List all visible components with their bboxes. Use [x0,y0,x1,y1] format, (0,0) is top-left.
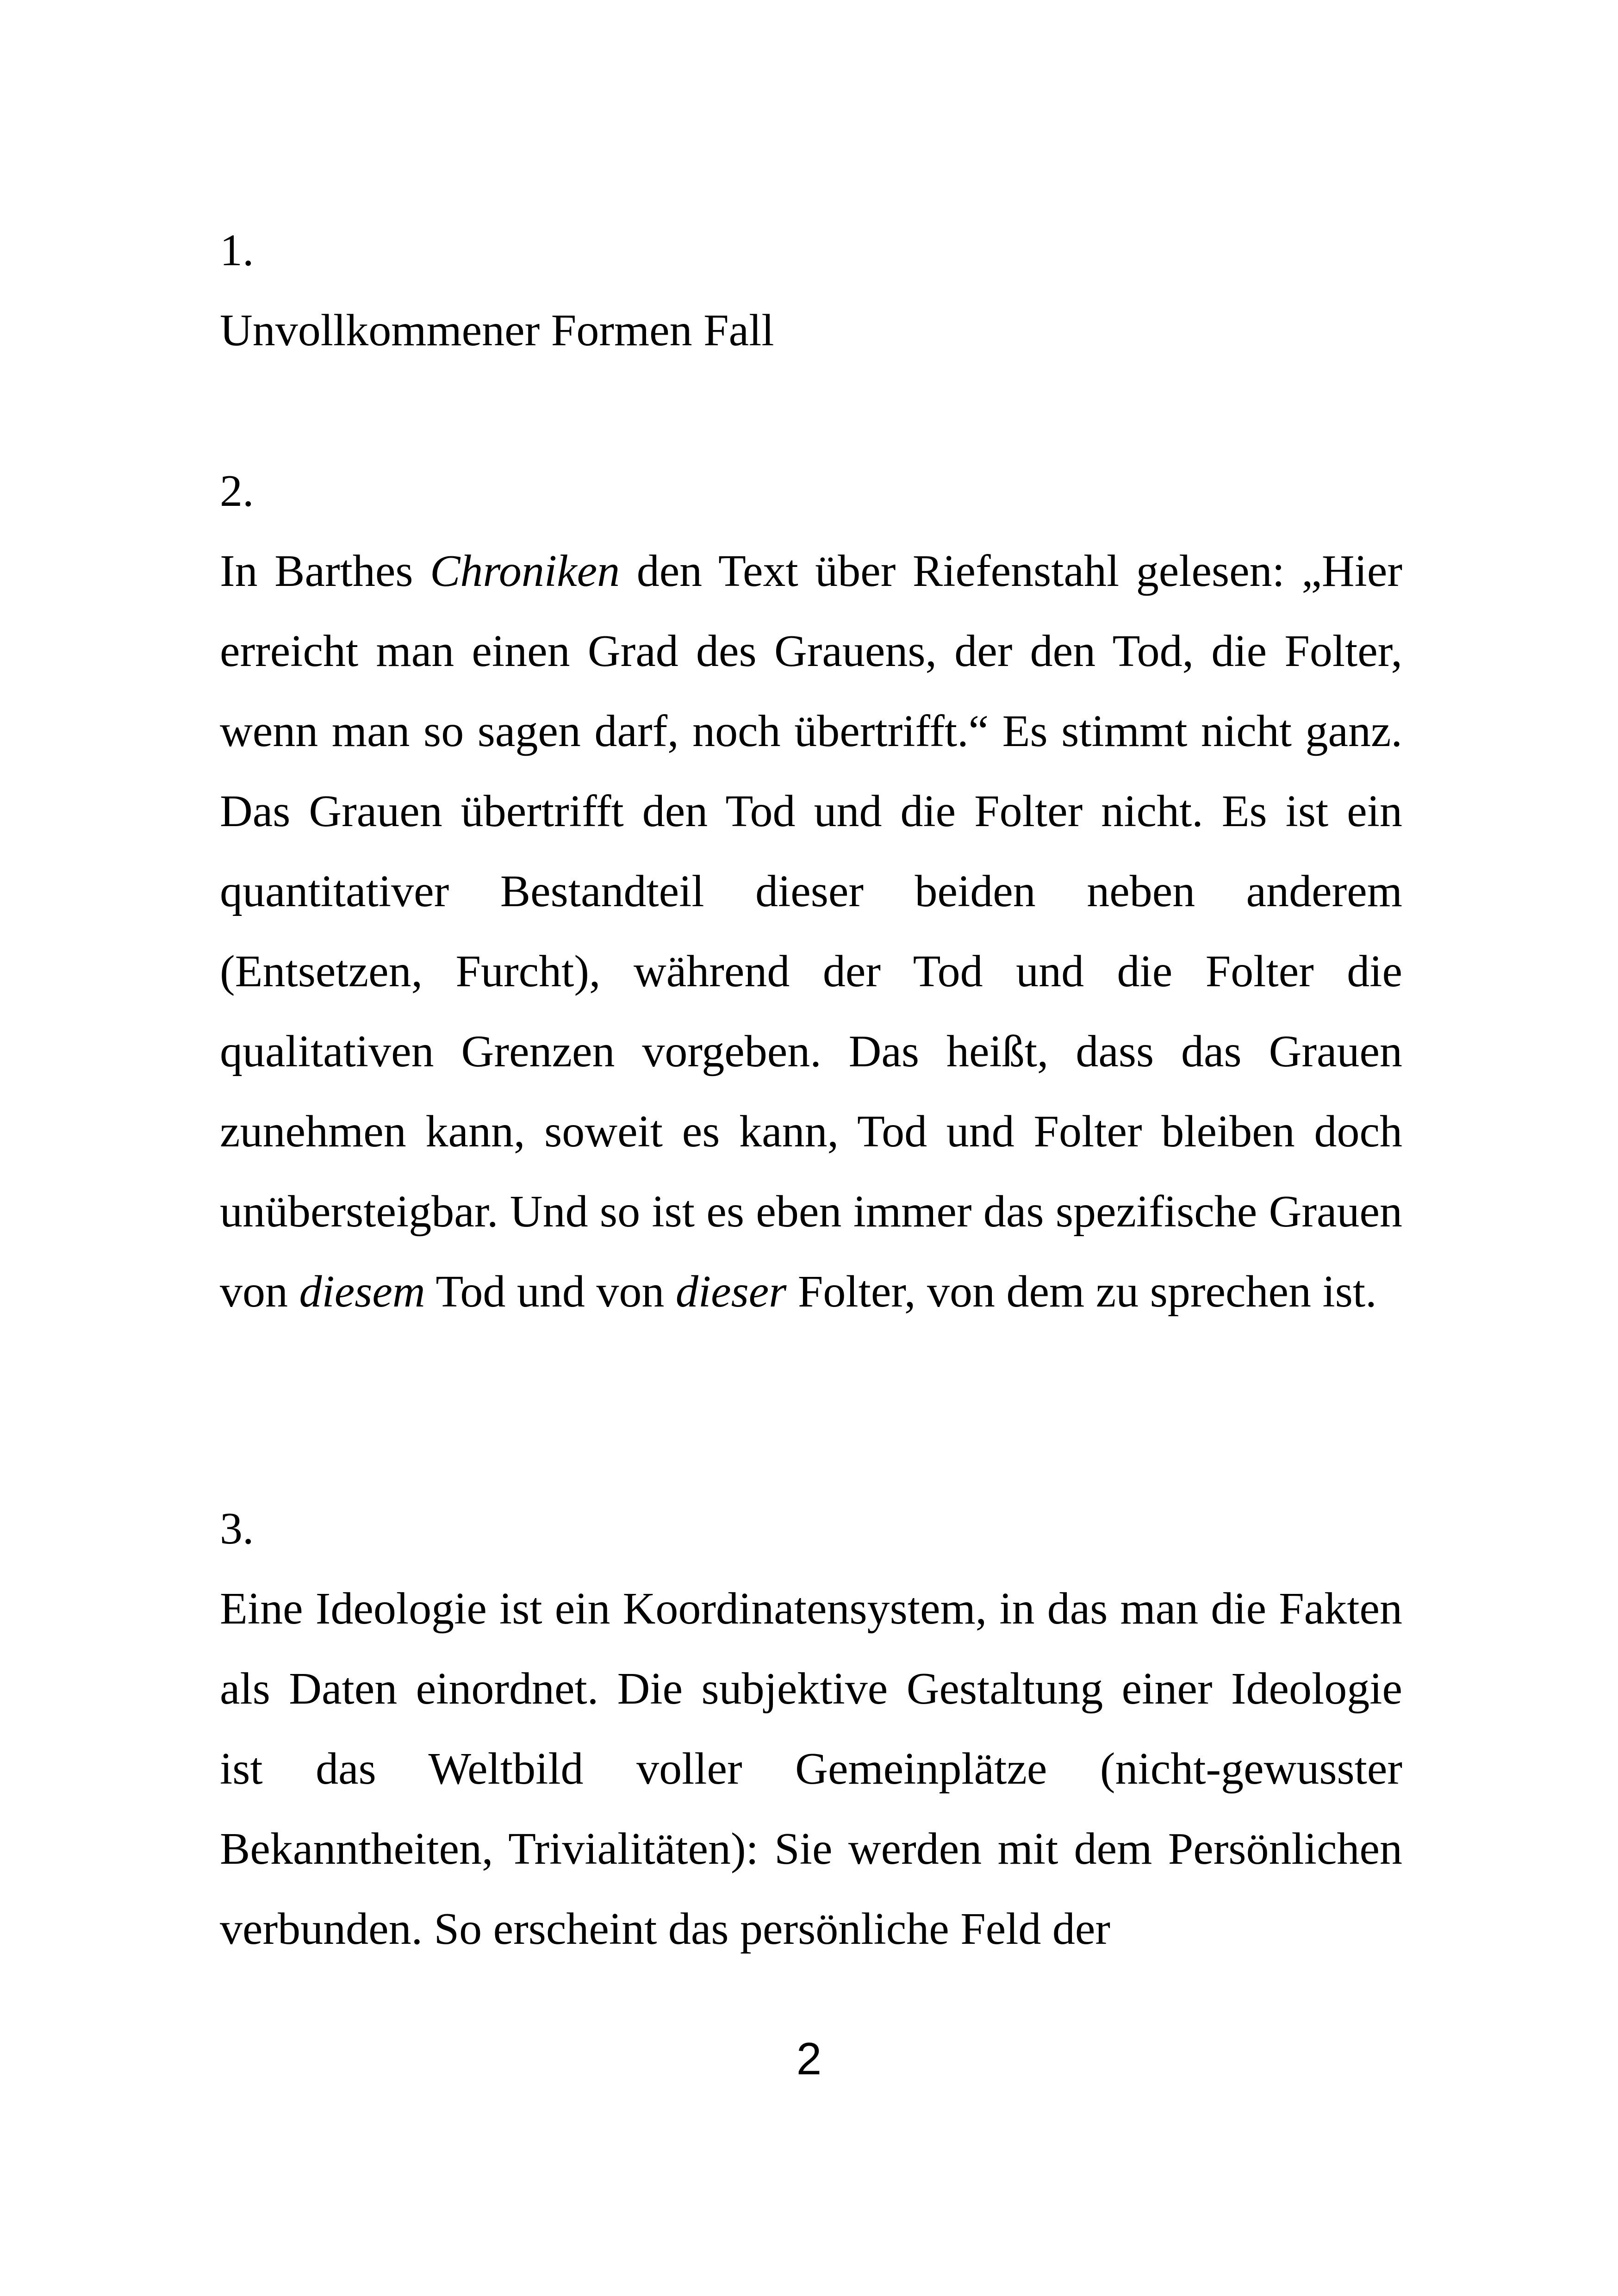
section-paragraph: Eine Ideologie ist ein Koordinatensystem, in das man die Fakten als Daten einordnet. Die subjektive Gestaltung einer Ideologie ist das Weltbild voller Gemeinplätze (nicht-gewusster Bekanntheiten, Trivialitäten): Sie werden mit dem Persönlichen verbunden. So erscheint das persönliche Feld der [220,1584,1402,1954]
italic-emphasis: dieser [675,1267,787,1317]
section-title: Unvollkommener Formen Fall [220,305,774,355]
text-run: Tod und von [425,1267,676,1317]
section-2 [220,451,1402,1332]
section-1 [220,211,1402,371]
section-number: 2. [220,466,254,516]
section-number: 3. [220,1504,254,1554]
section-paragraph [220,531,1402,1332]
text-run: den Text über Riefenstahl gelesen: „Hier erreicht man einen Grad des Grauens, der den Tod, die Folter, wenn man so sagen darf, noch übertrifft.“ Es stimmt nicht ganz. Das Grauen übertrifft den Tod und die Folter nicht. Es ist ein quantitativer Bestandteil dieser beiden neben anderem (Entsetzen, Furcht), während der Tod und die Folter die qualitativen Grenzen vorgeben. Das heißt, dass das Grauen zunehmen kann, soweit es kann, Tod und Folter bleiben doch unübersteigbar. Und so ist es eben immer das spezifische Grauen von [220,546,1402,1317]
text-run: In Barthes [220,546,430,596]
section-3 [220,1489,1402,1969]
page-number: 2 [796,2033,822,2084]
section-number: 1. [220,225,254,275]
italic-emphasis: diesem [299,1267,425,1317]
text-run: Folter, von dem zu sprechen ist. [786,1267,1377,1317]
italic-book-title: Chroniken [430,546,620,596]
